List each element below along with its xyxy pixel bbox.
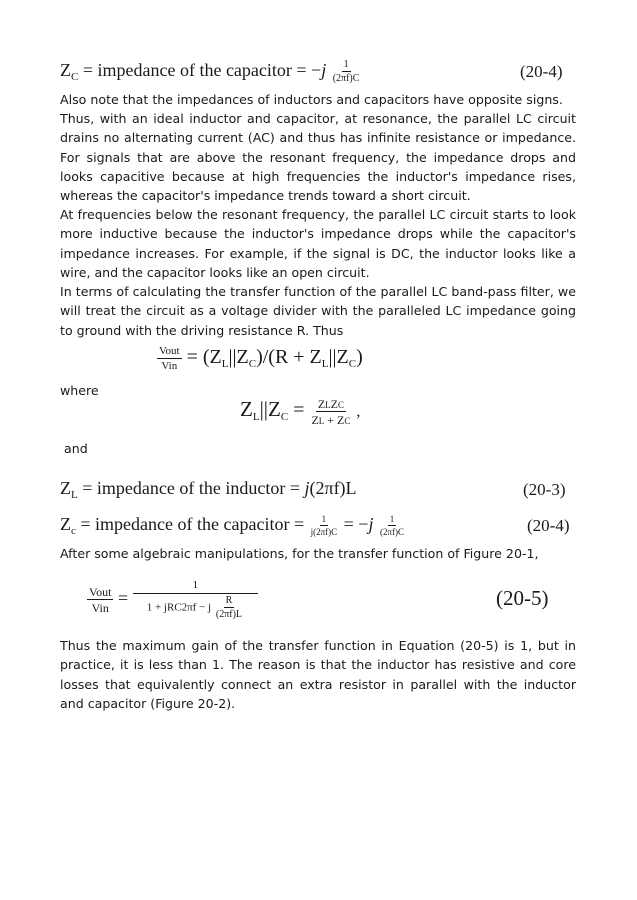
equation-number: (20-3) (523, 480, 566, 499)
equation-number: (20-4) (527, 516, 570, 535)
and-label: and (64, 441, 88, 456)
eq-fraction: $\frac{1}{(2\pi f)C}$ (379, 513, 405, 537)
eq-text: = impedance of the capacitor = − (78, 60, 322, 81)
equation-inductor: $Z_L$ = impedance of the inductor = j(2πf)L (60, 478, 357, 501)
equation-divider: $\frac{\text{Vout}}{\text{Vin}}$ = $(Z_L||Z_C)/(R + Z_L||Z_C)$ (159, 345, 363, 372)
eq-j: j (321, 60, 327, 81)
paragraph: At frequencies below the resonant frequency, the parallel LC circuit starts to look more inductive because the inductor's impedance drops while the capacitor's impedance increases. For example, if the signal is DC, the inductor looks like a wire, and the capacitor looks like an open circuit. (60, 207, 576, 280)
paragraph: In terms of calculating the transfer function of the parallel LC band-pass filter, we will treat the circuit as a voltage divider with the paralleled LC impedance going to ground with the driving resistance R. Thus (60, 284, 576, 338)
eq-symbol: Z (60, 60, 71, 81)
eq-fraction: $\frac{\text{Vout}}{\text{Vin}}$ (159, 345, 180, 372)
eq-fraction: 1 1 + jRC2πf − j $\frac{R}{(2\pi f)L}$ (133, 580, 259, 620)
paragraph: Thus, with an ideal inductor and capacitor, at resonance, the parallel LC circuit drains no alternating current (AC) and thus has infinite resistance or impedance. For signals that are above the resonant frequency, the impedance drops and looks capacitive because at high frequencies the inductor's impedance rises, whereas the capacitor's impedance trends toward a short circuit. (60, 111, 576, 204)
equation-transfer: $\frac{\text{Vout}}{\text{Vin}}$ = 1 1 + jRC2πf − j $\frac{R}{(2\pi f)L}$ (87, 580, 258, 620)
equation-parallel: $Z_L||Z_C$ = $\frac{\text{ZLZC}}{ZL + ZC}$ , (240, 396, 361, 427)
paragraph: After some algebraic manipulations, for the transfer function of Figure 20-1, (60, 546, 539, 561)
eq-subscript: C (71, 71, 79, 84)
paragraph: Also note that the impedances of inductors and capacitors have opposite signs. (60, 92, 563, 107)
eq-fraction: $\frac{\text{ZLZC}}{ZL + ZC}$ (311, 396, 351, 427)
equation-capacitor-top (60, 60, 361, 84)
where-label: where (60, 383, 99, 398)
paragraph: Thus the maximum gain of the transfer function in Equation (20-5) is 1, but in practice, it is less than 1. The reason is that the inductor has resistive and core losses that equivalently connect an extra resistor in parallel with the inductor and capacitor (Figure 20-2). (60, 638, 576, 711)
eq-fraction: $\frac{\text{Vout}}{\text{Vin}}$ (89, 585, 112, 615)
equation-number: (20-4) (520, 62, 563, 81)
equation-capacitor: $Z_c$ = impedance of the capacitor = $\frac{1}{j(2\pi f)C}$ = −j $\frac{1}{(2\pi f)C}$ (60, 513, 405, 537)
eq-fraction: $\frac{1}{(2\pi f)C}$ (332, 59, 360, 84)
equation-number: (20-5) (496, 586, 549, 610)
eq-fraction: $\frac{1}{j(2\pi f)C}$ (310, 513, 338, 537)
